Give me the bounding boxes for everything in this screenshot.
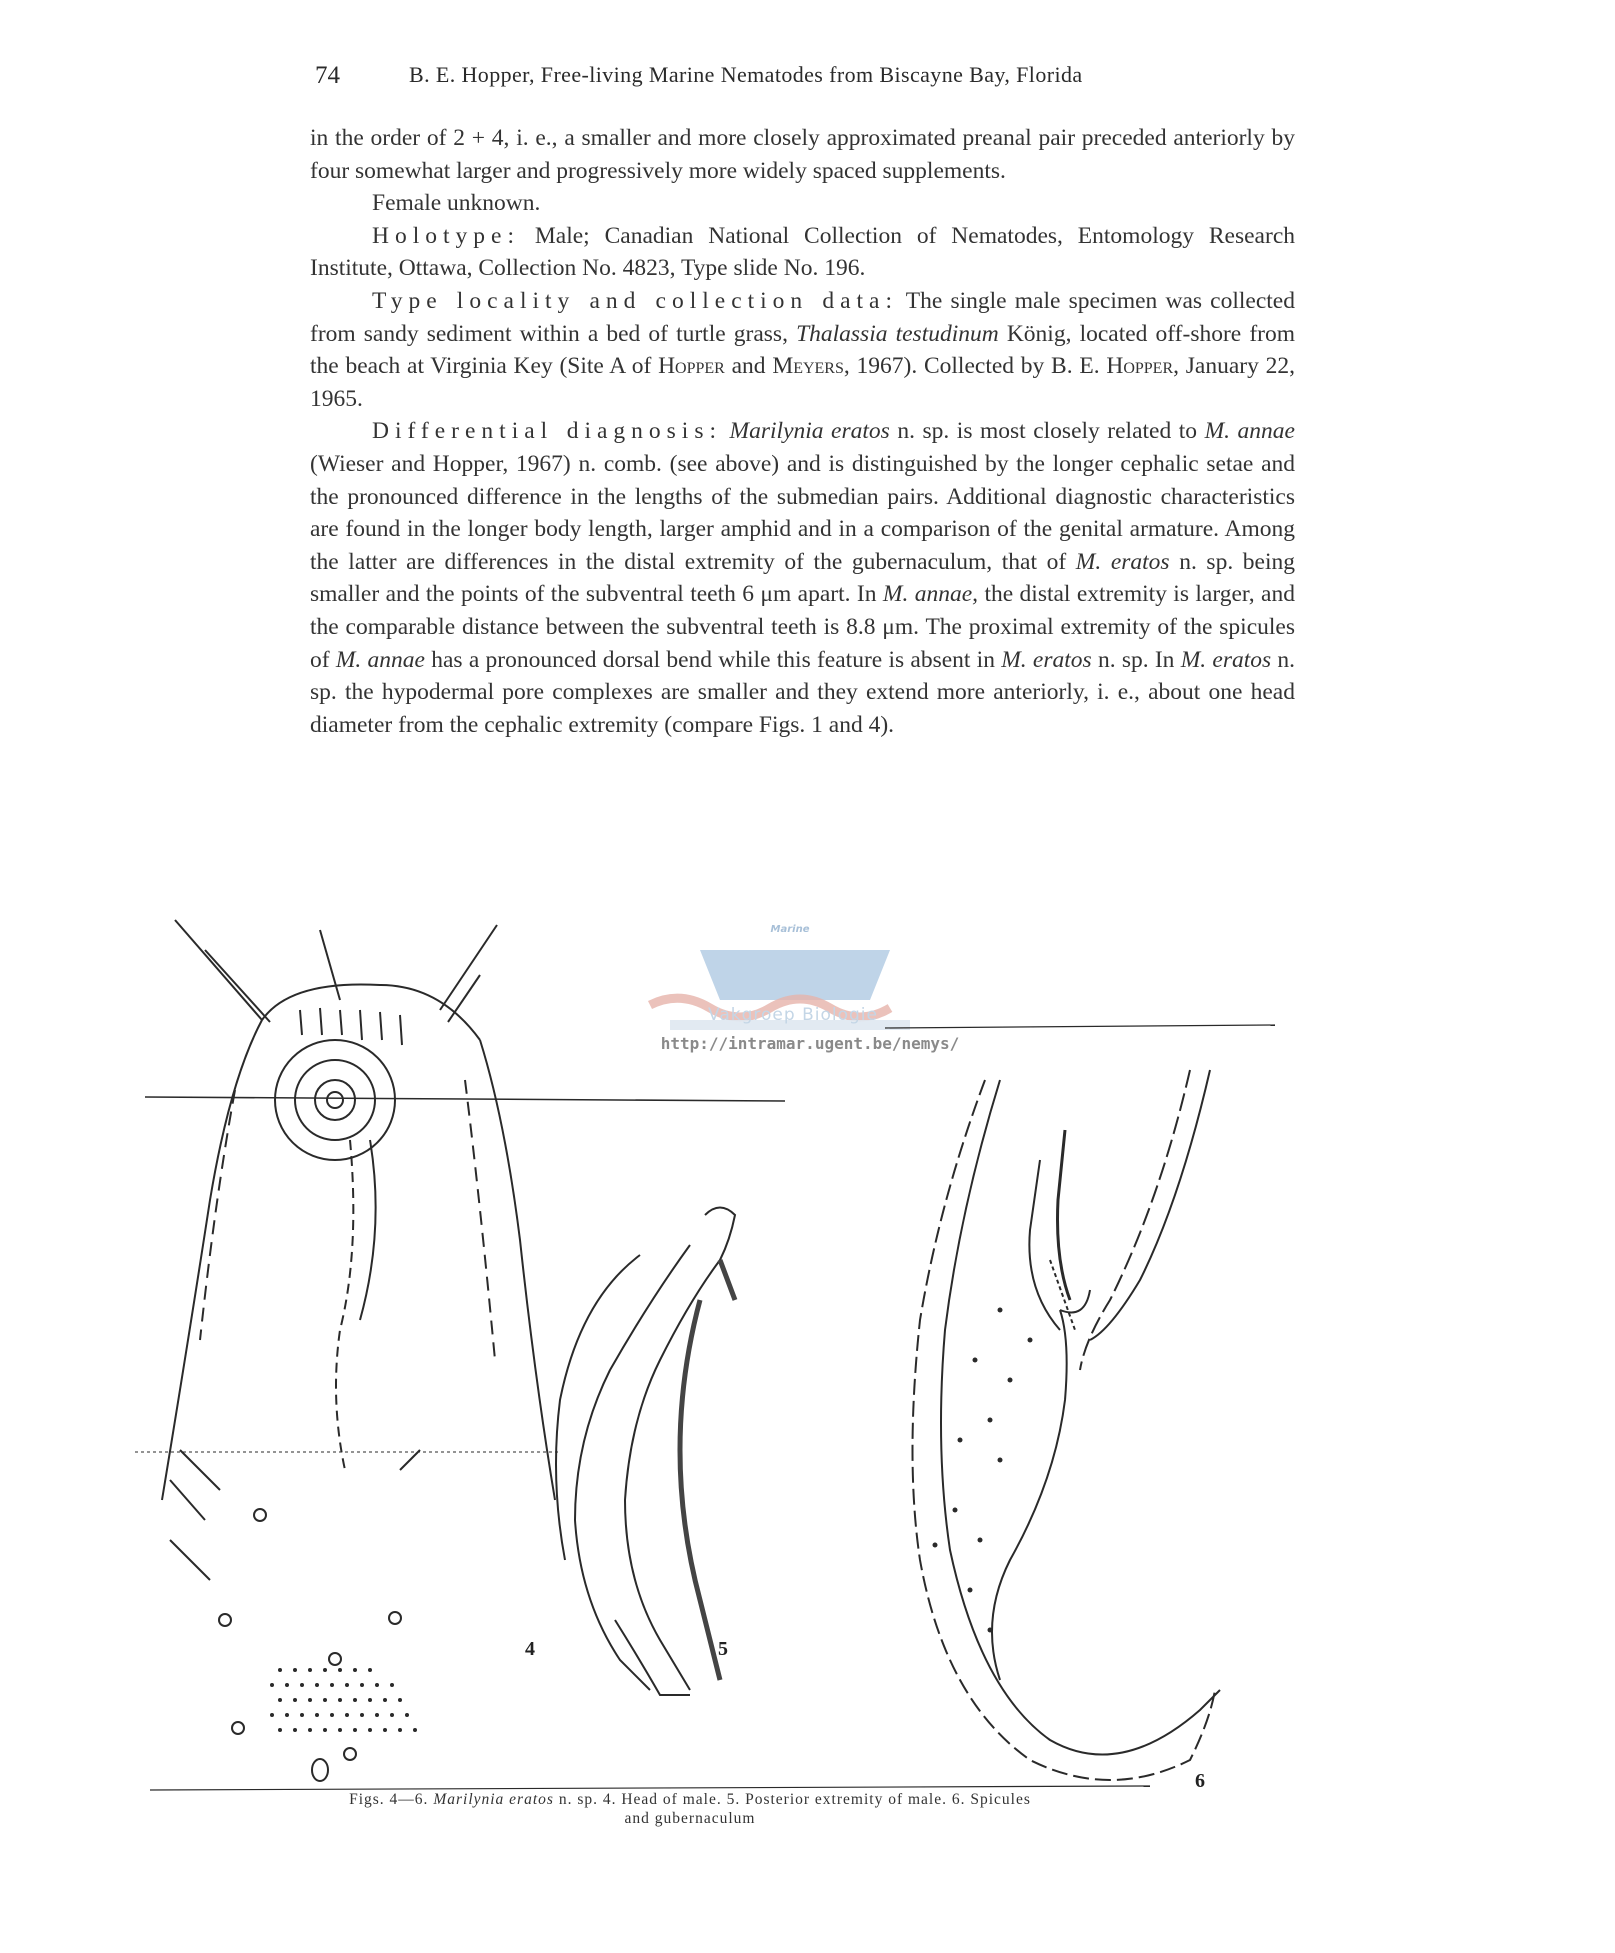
diff-text-b: (Wieser and Hopper, 1967) n. comb. (see above) and is distinguished by the longer cephalic setae and the pronounced difference in the lengths of the submedian pairs. Additional diagnostic characteristics are found in the longer body length, larger amphid and in a comparison of the genital armature. Among the latter are differences in the distal extremity of the gubernaculum, that of — [310, 450, 1295, 575]
diff-text-a: n. sp. is most closely related to — [889, 418, 1205, 445]
running-head: B. E. Hopper, Free-living Marine Nematodes from Biscayne Bay, Florida — [409, 62, 1083, 87]
diff-species-1: Marilynia eratos — [729, 418, 890, 445]
page-number: 74 — [315, 62, 340, 89]
tl-text-d: , 1967). Collected by B. E. — [843, 353, 1107, 380]
diff-species-7: M. eratos — [1180, 646, 1272, 673]
p2-text: Female unknown. — [372, 190, 541, 217]
figure-caption — [240, 1790, 1140, 1828]
diff-species-6: M. eratos — [1001, 646, 1092, 673]
fig-rule-top-right — [885, 1025, 1275, 1028]
watermark-url: http://intramar.ugent.be/nemys/ — [660, 1034, 960, 1053]
tl-author-meyers: Meyers — [772, 353, 844, 380]
diff-label: Differential diagnosis: — [372, 418, 723, 445]
diff-species-5: M. annae — [335, 646, 425, 673]
watermark-ship-hull — [700, 950, 890, 1000]
diff-species-2: M. annae — [1204, 418, 1295, 445]
figure-5-label: 5 — [718, 1638, 728, 1660]
tl-text-c: and — [724, 353, 773, 380]
tl-collector: Hopper — [1106, 353, 1174, 380]
diff-text-g: n. sp. the hypodermal pore complexes are smaller and they extend more anteriorly, i. e., about one head diameter from the cephalic extremity (compare Figs. 1 and 4). — [310, 646, 1296, 738]
caption-species: Marilynia eratos — [433, 1791, 554, 1808]
page-header — [315, 62, 1205, 102]
type-locality-label: Type locality and collection data: — [372, 287, 899, 314]
figure-4-head — [162, 920, 555, 1781]
figure-4-dot-field — [270, 1668, 417, 1732]
figure-6-tail — [913, 1070, 1221, 1780]
diff-species-4: M. annae, — [882, 581, 979, 608]
caption-line2: and gubernaculum — [624, 1810, 756, 1827]
diff-text-e: has a pronounced dorsal bend while this feature is absent in — [424, 646, 1002, 673]
tl-species: Thalassia testudinum — [796, 320, 999, 347]
p1-text: in the order of 2 + 4, i. e., a smaller and more closely approximated preanal pair preceded anteriorly by four somewhat larger and progressively more widely spaced supplements. — [310, 125, 1295, 184]
paragraph-continuation — [310, 122, 1295, 187]
watermark-label: Vakgroep Biologie — [708, 1005, 878, 1025]
fig-rule-top-left — [145, 1097, 785, 1101]
tl-text-e: , January 22, 1965. — [310, 353, 1295, 412]
holotype-text: Male; Canadian National Collection of Nematodes, Entomology Research Institute, Ottawa, Collection No. 4823, Type slide No. 196. — [310, 222, 1295, 282]
tl-author-hopper: Hopper — [658, 353, 725, 380]
figure-6-dots — [933, 1308, 1033, 1633]
figure-6-label: 6 — [1195, 1770, 1205, 1792]
diff-species-3: M. eratos — [1075, 548, 1170, 575]
tl-text-a: The single male specimen was collected from sandy sediment within a bed of turtle grass, — [310, 287, 1295, 347]
figure-5-spicule — [556, 1208, 735, 1696]
watermark-top-text: Marine — [770, 924, 810, 935]
paragraph-holotype — [310, 220, 1295, 285]
tl-text-b: König, located off-shore from the beach at Virginia Key (Site A of — [310, 320, 1296, 380]
body-text — [310, 122, 1295, 741]
holotype-label: Holotype: — [372, 222, 520, 249]
diff-text-c: n. sp. being smaller and the points of the subventral teeth 6 μm apart. In — [310, 548, 1295, 608]
caption-rest: n. sp. 4. Head of male. 5. Posterior extremity of male. 6. Spicules — [553, 1791, 1031, 1808]
diff-text-d: the distal extremity is larger, and the comparable distance between the subventral teeth is 8.8 μm. The proximal extremity of the spicules of — [310, 581, 1295, 673]
paragraph-differential-diagnosis — [310, 415, 1295, 741]
paragraph-female — [310, 187, 1295, 220]
paragraph-type-locality — [310, 285, 1295, 415]
caption-prefix: Figs. 4—6. — [349, 1791, 434, 1808]
diff-text-f: n. sp. In — [1091, 646, 1181, 673]
figure-4-label: 4 — [525, 1638, 535, 1660]
